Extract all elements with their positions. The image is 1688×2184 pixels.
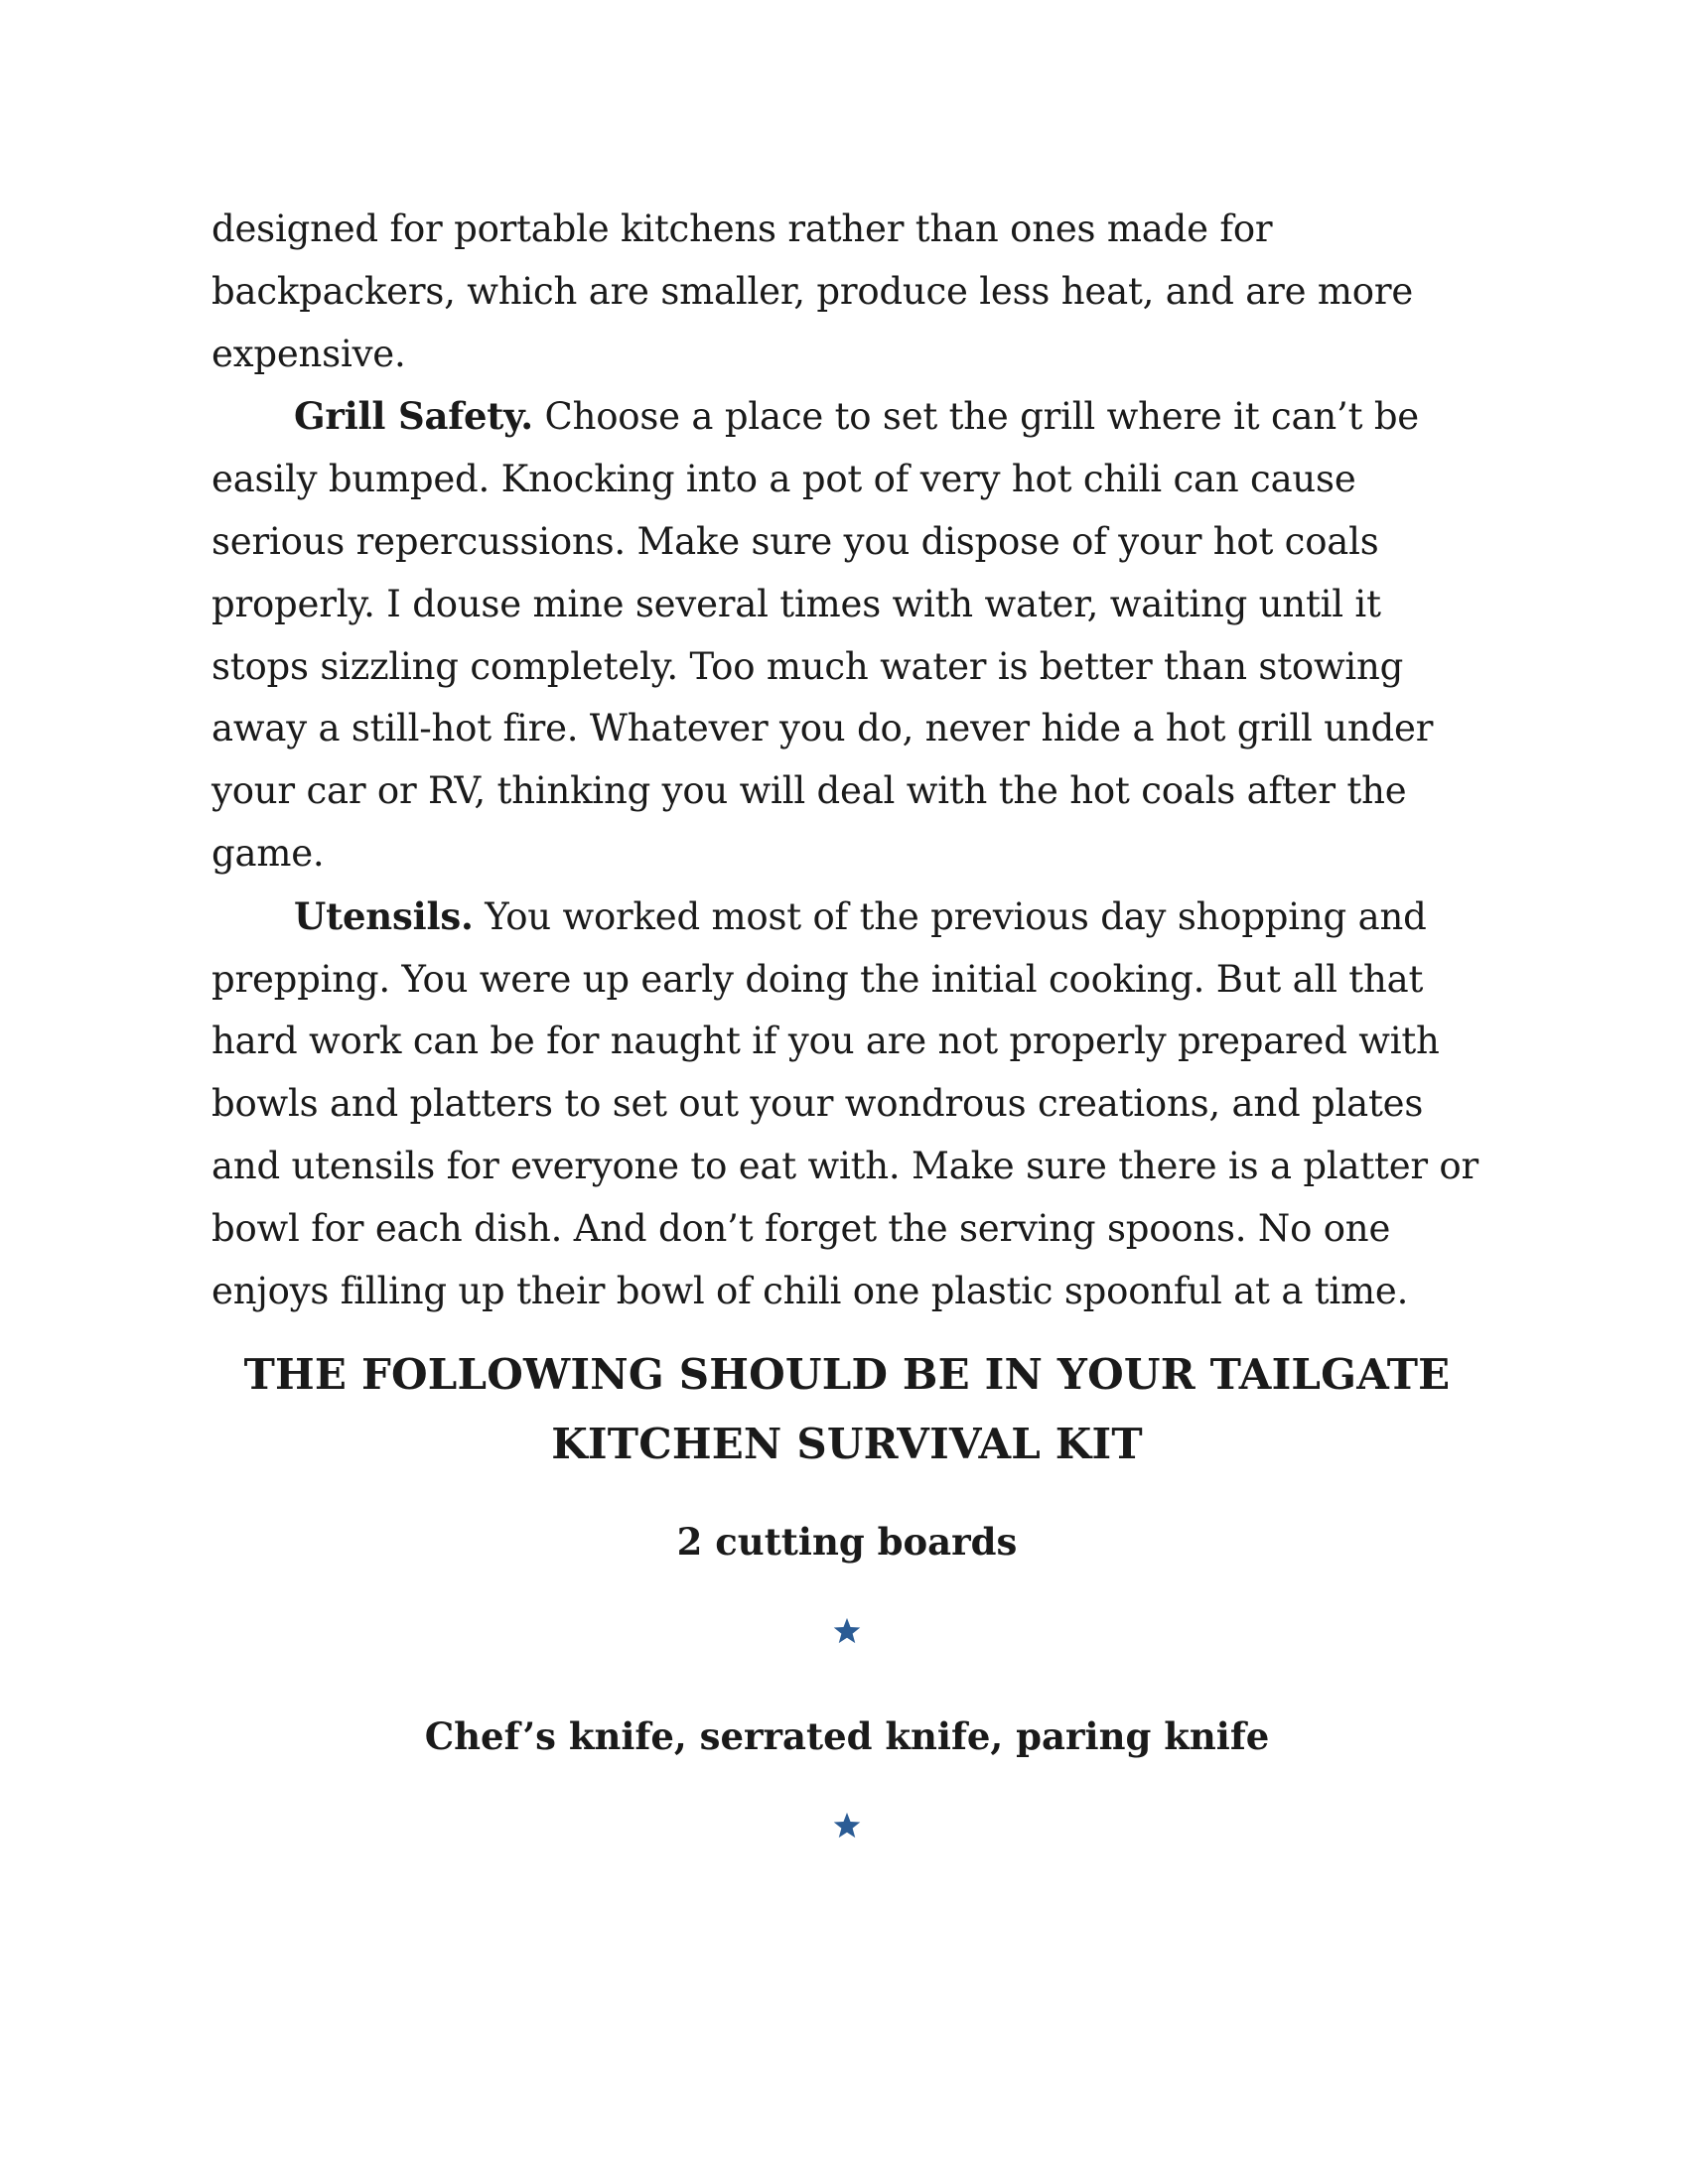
star-icon bbox=[832, 1616, 862, 1646]
kit-heading-line-1: THE FOLLOWING SHOULD BE IN YOUR TAILGATE bbox=[243, 1350, 1451, 1400]
kit-heading bbox=[211, 1340, 1482, 1479]
paragraph-lead-grill-safety: Grill Safety. bbox=[294, 394, 533, 439]
kit-item-knives: Chef’s knife, serrated knife, paring knife bbox=[424, 1714, 1270, 1759]
kit-item-cutting-boards: 2 cutting boards bbox=[676, 1520, 1018, 1565]
kit-heading-line-2: KITCHEN SURVIVAL KIT bbox=[551, 1420, 1143, 1469]
page-content bbox=[211, 199, 1482, 1841]
paragraph-continuation: designed for portable kitchens rather than ones made for backpackers, which are smaller, produce less heat, and are more expensive. bbox=[211, 207, 1414, 375]
paragraph-lead-utensils: Utensils. bbox=[294, 893, 474, 938]
paragraph-body-grill-safety: Choose a place to set the grill where it can’t be easily bumped. Knocking into a pot of very hot chili can cause serious repercussions. Make sure you dispose of your hot coals properly. I douse mine several times with water, waiting until it stops sizzling completely. Too much water is better than stowing away a still-hot fire. Whatever you do, never hide a hot grill under your car or RV, thinking you will deal with the hot coals after the game. bbox=[211, 395, 1434, 875]
star-icon bbox=[832, 1811, 862, 1841]
paragraph-utensils bbox=[211, 886, 1482, 1323]
paragraph-grill-safety bbox=[211, 385, 1482, 885]
paragraph-body-utensils: You worked most of the previous day shopping and prepping. You were up early doing the initial cooking. But all that hard work can be for naught if you are not properly prepared with bowls and platters to set out your wondrous creations, and plates and utensils for everyone to eat with. Make sure there is a platter or bowl for each dish. And don’t forget the serving spoons. No one enjoys filling up their bowl of chili one plastic spoonful at a time. bbox=[211, 894, 1478, 1312]
